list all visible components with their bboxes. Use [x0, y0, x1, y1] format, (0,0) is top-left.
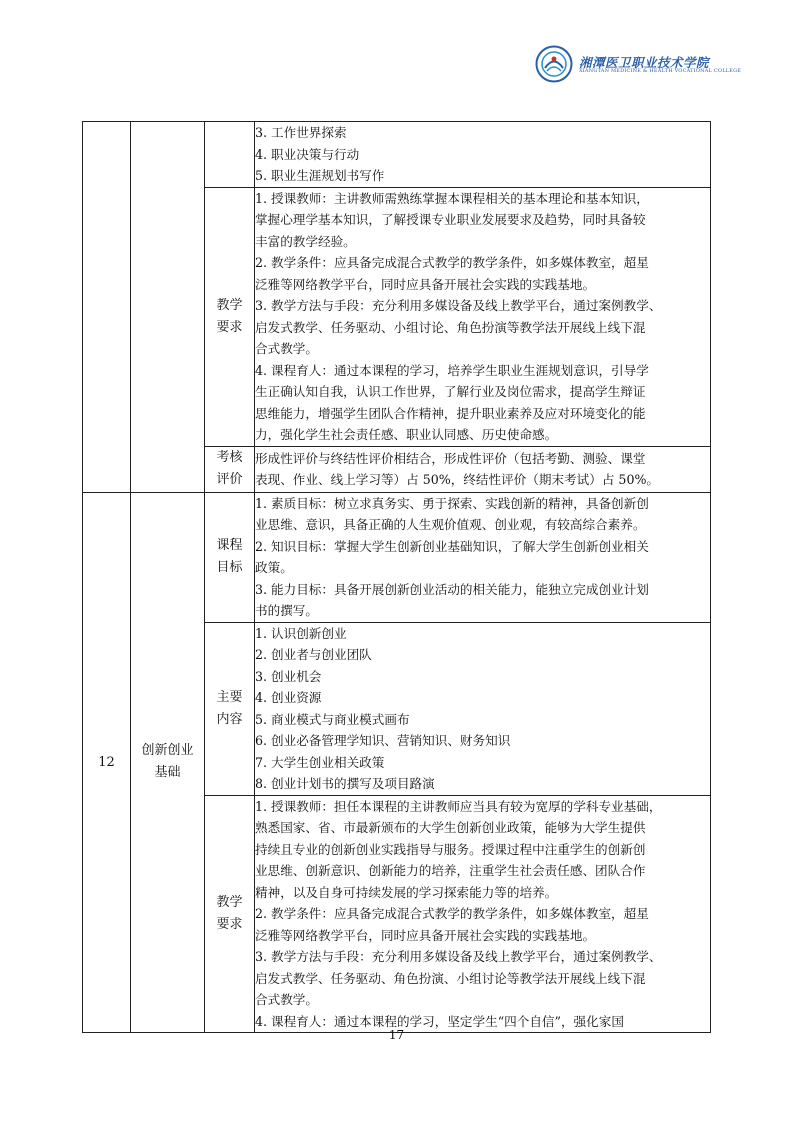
list-item: 8. 创业计划书的撰写及项目路演 [255, 776, 435, 791]
text-line: 2. 教学条件：应具备完成混合式教学的教学条件，如多媒体教室，超星 [255, 906, 649, 921]
list-item: 5. 职业生涯规划书写作 [255, 168, 385, 183]
course-name-cell [131, 122, 205, 493]
course-name-cell [131, 492, 205, 1033]
text-line: 表现、作业、线上学习等）占 50%，终结性评价（期末考试）占 50%。 [255, 472, 660, 487]
text-line: 熟悉国家、省、市最新颁布的大学生创新创业政策，能够为大学生提供 [255, 820, 646, 835]
row-label: 要求 [216, 916, 243, 932]
row-label-cell [205, 492, 255, 622]
text-line: 精神，以及自身可持续发展的学习探索能力等的培养。 [255, 884, 558, 900]
college-emblem-icon [535, 45, 573, 83]
list-item: 5. 商业模式与商业模式画布 [255, 711, 410, 727]
row-label-cell [205, 795, 255, 1033]
logo-college-english: XIANGTAN MEDICINE & HEALTH VOCATIONAL COLLEGE [579, 68, 742, 74]
text-line: 生正确认知自我，认识工作世界，了解行业及岗位需求，提高学生辩证 [255, 384, 646, 399]
content-cell [255, 446, 711, 492]
text-line: 合式教学。 [255, 341, 318, 356]
text-line: 政策。 [255, 560, 293, 575]
curriculum-table [82, 121, 711, 1033]
table-row [83, 122, 711, 188]
list-item: 4. 创业资源 [255, 690, 322, 705]
college-logo [535, 45, 742, 85]
text-line: 业思维、创新意识、创新能力的培养，注重学生社会责任感、团队合作 [255, 863, 646, 878]
text-line: 启发式教学、任务驱动、小组讨论、角色扮演等教学法开展线上线下混 [255, 319, 646, 335]
row-label: 要求 [216, 319, 243, 335]
row-label-cell [205, 122, 255, 188]
text-line: 泛雅等网络教学平台，同时应具备开展社会实践的实践基地。 [255, 927, 596, 943]
list-item: 2. 创业者与创业团队 [255, 647, 372, 662]
text-line: 2. 知识目标：掌握大学生创新创业基础知识，了解大学生创新创业相关 [255, 538, 649, 554]
row-label: 评价 [216, 472, 243, 487]
content-cell [255, 187, 711, 446]
row-label: 内容 [216, 711, 243, 727]
text-line: 力，强化学生社会责任感、职业认同感、历史使命感。 [255, 427, 558, 442]
text-line: 1. 授课教师：主讲教师需熟练掌握本课程相关的基本理论和基本知识， [255, 190, 649, 206]
text-line: 持续且专业的创新创业实践指导与服务。授课过程中注重学生的创新创 [255, 841, 646, 857]
text-line: 书的撰写。 [255, 603, 318, 618]
text-line: 业思维、意识，具备正确的人生观价值观、创业观，有较高综合素养。 [255, 517, 646, 532]
list-item: 6. 创业必备管理学知识、营销知识、财务知识 [255, 733, 511, 748]
list-item: 3. 创业机会 [255, 668, 322, 684]
text-line: 泛雅等网络教学平台，同时应具备开展社会实践的实践基地。 [255, 276, 596, 292]
text-line: 4. 课程育人：通过本课程的学习，坚定学生“四个自信”，强化家国 [255, 1013, 624, 1029]
row-label-cell [205, 622, 255, 795]
content-cell [255, 122, 711, 188]
content-cell [255, 622, 711, 795]
text-line: 1. 素质目标：树立求真务实、勇于探索、实践创新的精神，具备创新创 [255, 495, 649, 511]
text-line: 3. 教学方法与手段：充分利用多媒设备及线上教学平台，通过案例教学、 [255, 298, 662, 313]
text-line: 3. 教学方法与手段：充分利用多媒设备及线上教学平台，通过案例教学、 [255, 949, 662, 964]
row-label: 课程 [216, 538, 243, 553]
content-cell [255, 492, 711, 622]
list-item: 4. 职业决策与行动 [255, 146, 360, 162]
course-name: 基础 [154, 765, 181, 781]
course-name: 创新创业 [141, 743, 194, 759]
row-label: 教学 [216, 297, 243, 313]
page-number: 17 [388, 1028, 405, 1042]
text-line: 1. 授课教师：担任本课程的主讲教师应当具有较为宽厚的学科专业基础， [255, 798, 662, 814]
text-line: 3. 能力目标：具备开展创新创业活动的相关能力，能独立完成创业计划 [255, 581, 649, 597]
row-label-cell [205, 446, 255, 492]
text-line: 掌握心理学基本知识，了解授课专业职业发展要求及趋势，同时具备较 [255, 212, 646, 227]
list-item: 3. 工作世界探索 [255, 125, 347, 140]
list-item: 7. 大学生创业相关政策 [255, 754, 385, 770]
content-cell [255, 795, 711, 1033]
text-line: 启发式教学、任务驱动、角色扮演、小组讨论等教学法开展线上线下混 [255, 970, 646, 986]
table-row [83, 492, 711, 622]
row-label: 主要 [216, 689, 243, 705]
course-number-cell [83, 122, 131, 493]
row-label: 考核 [216, 450, 243, 465]
row-label-cell [205, 187, 255, 446]
row-label: 目标 [216, 560, 243, 575]
text-line: 丰富的教学经验。 [255, 233, 356, 249]
text-line: 2. 教学条件：应具备完成混合式教学的教学条件，如多媒体教室，超星 [255, 255, 649, 270]
text-line: 4. 课程育人：通过本课程的学习，培养学生职业生涯规划意识，引导学 [255, 362, 649, 378]
text-line: 思维能力，增强学生团队合作精神，提升职业素养及应对环境变化的能 [255, 405, 646, 421]
list-item: 1. 认识创新创业 [255, 625, 347, 641]
row-label: 教学 [216, 894, 243, 910]
text-line: 合式教学。 [255, 992, 318, 1007]
logo-college-name: 湘潭医卫职业技术学院 [579, 55, 710, 70]
text-line: 形成性评价与终结性评价相结合，形成性评价（包括考勤、测验、课堂 [255, 450, 646, 466]
course-number-cell: 12 [83, 492, 131, 1033]
